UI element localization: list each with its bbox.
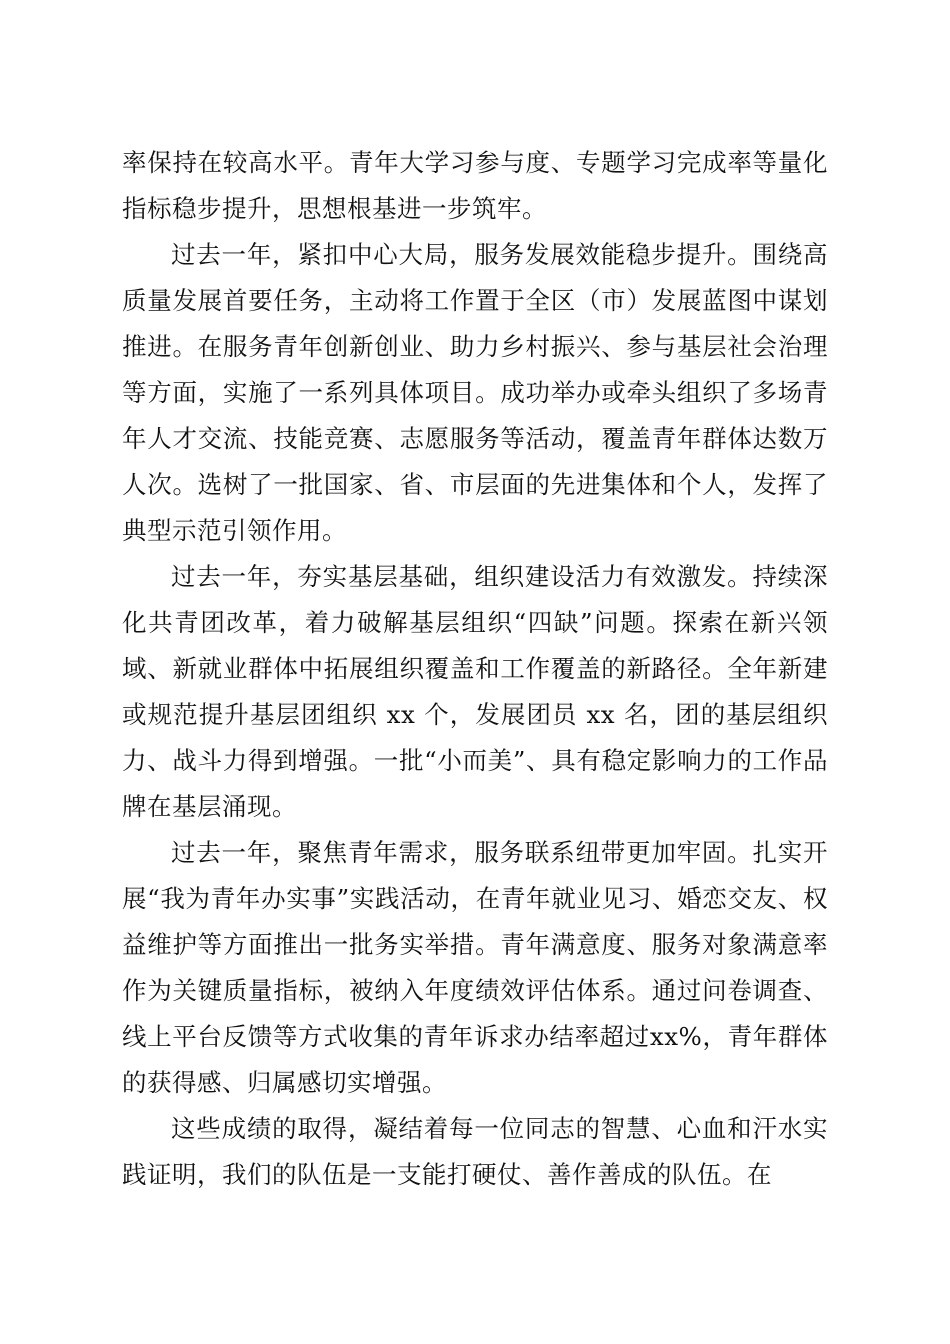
- paragraph-3: 过去一年，夯实基层基础，组织建设活力有效激发。持续深化共青团改革，着力破解基层组织“四缺”问题。探索在新兴领域、新就业群体中拓展组织覆盖和工作覆盖的新路径。全年新建或规范提升基层团组织 xx 个，发展团员 xx 名，团的基层组织力、战斗力得到增强。一批“小而美”、具有稳定影响力的工作品牌在基层涌现。: [122, 562, 828, 821]
- paragraph-4: 过去一年，聚焦青年需求，服务联系纽带更加牢固。扎实开展“我为青年办实事”实践活动，在青年就业见习、婚恋交友、权益维护等方面推出一批务实举措。青年满意度、服务对象满意率作为关键质量指标，被纳入年度绩效评估体系。通过问卷调查、线上平台反馈等方式收集的青年诉求办结率超过xx%，青年群体的获得感、归属感切实增强。: [122, 838, 828, 1097]
- paragraph-1: 率保持在较高水平。青年大学习参与度、专题学习完成率等量化指标稳步提升，思想根基进一步筑牢。: [122, 148, 828, 223]
- document-body: [122, 140, 828, 1198]
- paragraph-2: 过去一年，紧扣中心大局，服务发展效能稳步提升。围绕高质量发展首要任务，主动将工作置于全区（市）发展蓝图中谋划推进。在服务青年创新创业、助力乡村振兴、参与基层社会治理等方面，实施了一系列具体项目。成功举办或牵头组织了多场青年人才交流、技能竞赛、志愿服务等活动，覆盖青年群体达数万人次。选树了一批国家、省、市层面的先进集体和个人，发挥了典型示范引领作用。: [122, 240, 828, 545]
- paragraph-5: 这些成绩的取得，凝结着每一位同志的智慧、心血和汗水实践证明，我们的队伍是一支能打硬仗、善作善成的队伍。在: [122, 1114, 828, 1189]
